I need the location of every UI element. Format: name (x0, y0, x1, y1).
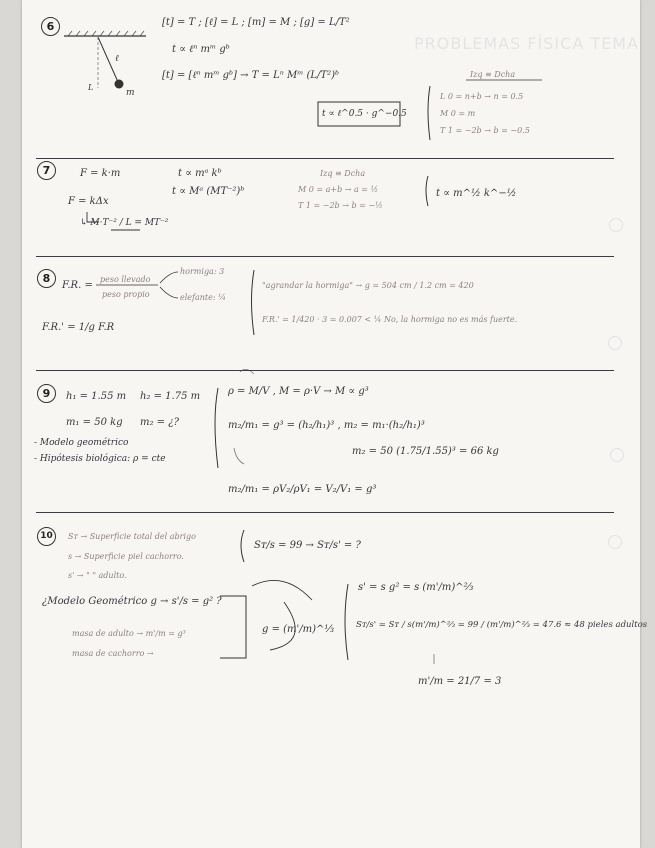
volume-ratio-relation: m₂/m₁ = ρV₂/ρV₁ = V₂/V₁ = g³ (228, 484, 377, 495)
table-row-T: T 1 = −2b → b = −½ (298, 201, 383, 210)
cub-mass-line: masa de cachorro → (72, 649, 154, 658)
fr-prime-result: F.R.' = 1/420 · 3 = 0.007 < ¼ No, la hormiga no es más fuerte. (262, 315, 518, 324)
elephant-value: elefante: ¼ (180, 293, 226, 302)
scale-factor-eq: g = (m'/m)^⅓ (262, 624, 335, 635)
notebook-page (22, 0, 648, 848)
pendulum-length-label: ℓ (115, 54, 119, 64)
bleed-through-mark (608, 535, 622, 549)
cub-surface-def: s → Superficie piel cachorro. (68, 552, 184, 561)
force-spring-eq: F = kΔx (68, 196, 109, 207)
problem-number-9: 9 (37, 384, 56, 403)
section-divider (36, 370, 614, 371)
mass-1: m₁ = 50 kg (66, 417, 123, 428)
table-row-M: M 0 = a+b → a = ½ (298, 185, 379, 194)
density-relation: ρ = M/V , M = ρ·V → M ∝ g³ (228, 386, 369, 397)
biological-hypothesis-note: - Hipótesis biológica: ρ = cte (34, 454, 166, 464)
table-header: Izq ≡ Dcha (320, 169, 366, 178)
adult-surface-def: s' → " " adulto. (68, 571, 127, 580)
fr-prime-formula: F.R.' = 1/g F.R (42, 322, 115, 333)
table-row-T: T 1 = −2b → b = −0.5 (440, 126, 530, 135)
mass-2: m₂ = ¿? (140, 417, 179, 428)
fr-label: F.R. = (62, 280, 93, 291)
dimensions-line: [t] = T ; [ℓ] = L ; [m] = M ; [g] = L/T² (162, 17, 350, 28)
geometric-model-question: ¿Modelo Geométrico g → s'/s = g² ? (42, 596, 222, 607)
surface-ratio-given: Sᴛ/s = 99 → Sᴛ/s' = ? (254, 540, 361, 551)
geometric-model-note: - Modelo geométrico (34, 438, 129, 448)
scaling-ant-line: "agrandar la hormiga" → g = 504 cm / 1.2 cm = 420 (262, 281, 474, 290)
problem-number-7: 7 (37, 161, 56, 180)
table-row-L: L 0 = n+b → n = 0.5 (440, 92, 524, 101)
ant-value: hormiga: 3 (180, 267, 225, 276)
time-proportionality: t ∝ mᵃ kᵇ (178, 168, 222, 179)
problem-number-6: 6 (41, 17, 60, 36)
adult-surface-eq: s' = s g² = s (m'/m)^⅔ (358, 582, 474, 593)
bleed-through-mark (608, 336, 622, 350)
spring-constant-dim: ↳ M·T⁻² / L = MT⁻² (80, 218, 169, 228)
pendulum-mass-label: m (126, 88, 135, 98)
pendulum-L-label: L (88, 83, 94, 92)
section-divider (36, 512, 614, 513)
table-header: Izq ≡ Dcha (470, 70, 516, 79)
total-surface-def: Sᴛ → Superficie total del abrigo (68, 532, 196, 541)
bleed-through-mark (610, 448, 624, 462)
bleed-through-watermark: PROBLEMAS FÍSICA TEMA (414, 34, 639, 53)
adult-mass-line: masa de adulto → m'/m = g³ (72, 629, 186, 638)
time-dimensions: t ∝ Mᵃ (MT⁻²)ᵇ (172, 186, 245, 197)
mass-ratio-relation: m₂/m₁ = g³ = (h₂/h₁)³ , m₂ = m₁·(h₂/h₁)³ (228, 420, 425, 431)
problem-number-10: 10 (37, 527, 56, 546)
dimension-equation: [t] = [ℓⁿ mᵐ gᵇ] → T = Lⁿ Mᵐ (L/T²)ᵇ (162, 70, 340, 81)
fr-numerator: peso llevado (100, 275, 151, 284)
proportionality-line: t ∝ ℓⁿ mᵐ gᵇ (172, 44, 230, 55)
mass-ratio-value: m'/m = 21/7 = 3 (418, 676, 502, 687)
force-mass-eq: F = k·m (80, 168, 121, 179)
final-result: Sᴛ/s' = Sᴛ / s(m'/m)^⅔ = 99 / (m'/m)^⅔ = 47.6 ≈ 48 pieles adultos (356, 620, 648, 630)
height-2: h₂ = 1.75 m (140, 391, 201, 402)
mass-2-result: m₂ = 50 (1.75/1.55)³ = 66 kg (352, 446, 499, 457)
problem-number-8: 8 (37, 269, 56, 288)
section-divider (36, 256, 614, 257)
fr-denominator: peso propio (102, 290, 150, 299)
section-divider (36, 158, 614, 159)
section-7-result: t ∝ m^½ k^−½ (436, 188, 517, 199)
height-1: h₁ = 1.55 m (66, 391, 127, 402)
bleed-through-mark (609, 218, 623, 232)
boxed-result: t ∝ ℓ^0.5 · g^−0.5 (322, 109, 407, 119)
table-row-M: M 0 = m (440, 109, 476, 118)
